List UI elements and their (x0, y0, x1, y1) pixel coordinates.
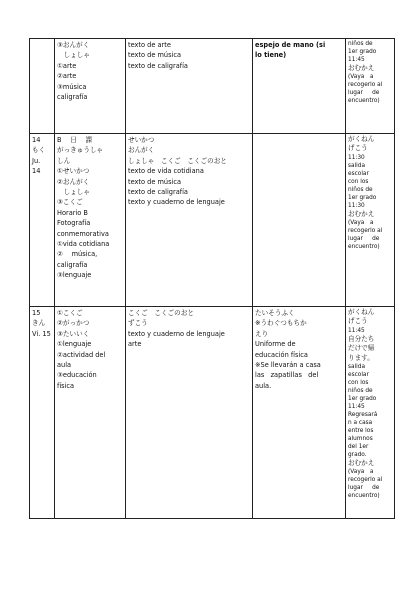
cell-line: grado. (348, 452, 367, 459)
cell-line: texto de arte (128, 41, 171, 49)
cell-line: aula. (255, 381, 272, 390)
cell-line: Vi. 15 (32, 329, 51, 338)
cell-line: niños de (348, 41, 373, 47)
cell-line: 11:45 (348, 404, 365, 411)
cell-line: おむかえ (348, 459, 375, 468)
cell-line: alumnos (348, 436, 373, 443)
cell-line: entre los (348, 428, 374, 435)
cell-line: (Vaya a (348, 469, 374, 476)
cell-line: 11:30 (348, 154, 365, 161)
cell-line: (Vaya a (348, 74, 374, 81)
cell-line: えり (255, 329, 269, 338)
table-row (30, 39, 395, 134)
cell-line: ずこう (128, 319, 148, 328)
cell-line: ③たいいく (57, 329, 90, 338)
cell-line: lugar de (348, 90, 380, 97)
cell-line: ②actividad del (57, 350, 106, 359)
cell-line: ①lenguaje (57, 340, 92, 349)
cell-line: Ju. (32, 156, 41, 165)
cell-line: しん (57, 156, 71, 165)
subjects-cell (126, 307, 253, 519)
cell-line: こくご こくごのおと (128, 309, 194, 317)
cell-line: con los (348, 178, 369, 185)
cell-line: aula (57, 361, 72, 370)
cell-line: caligrafía (57, 260, 88, 269)
cell-line: 1er grado (348, 396, 377, 403)
cell-line: がくねん (348, 135, 375, 143)
cell-line: espejo de mano (si (255, 41, 326, 49)
cell-line: 1er grado (348, 194, 377, 201)
cell-line: 1er grado (348, 49, 377, 55)
notes-cell (346, 307, 395, 519)
items-cell (253, 134, 346, 307)
cell-line: Horario B (57, 208, 88, 217)
cell-line: niños de (348, 186, 373, 193)
day-cell (30, 39, 55, 134)
cell-line: del 1er (348, 444, 369, 451)
cell-line: texto y cuaderno de lenguaje (128, 198, 225, 207)
table-row (30, 307, 395, 519)
cell-line: encuentro) (348, 98, 380, 105)
notes-cell (346, 134, 395, 307)
cell-line: conmemorativa (57, 229, 109, 238)
cell-line: もく (32, 146, 46, 155)
cell-line: おむかえ (348, 64, 375, 72)
cell-line: texto de caligrafía (128, 188, 188, 197)
cell-line: lugar de (348, 236, 380, 243)
schedule-cell (55, 307, 126, 519)
cell-line: しょしゃ (57, 51, 90, 60)
cell-line: がくねん (348, 308, 375, 316)
cell-line: recogerlo al (348, 228, 383, 235)
notes-cell (346, 39, 395, 134)
cell-line: おむかえ (348, 209, 375, 218)
cell-line: 15 (32, 309, 41, 317)
cell-line: Regresará (348, 412, 378, 419)
items-cell (253, 307, 346, 519)
cell-line: ※うわぐつもちか (255, 319, 307, 328)
cell-line: ①vida cotidiana (57, 240, 110, 249)
cell-line: 11:45 (348, 327, 365, 334)
cell-line: ③おんがく (57, 41, 90, 49)
cell-line: las zapatillas del (255, 371, 319, 380)
cell-line: arte (128, 340, 142, 349)
cell-line: texto y cuaderno de lenguaje (128, 329, 225, 338)
cell-line: Uniforme de (255, 340, 296, 349)
cell-line: ③música (57, 82, 87, 91)
cell-line: lugar de (348, 485, 380, 492)
cell-line: encuentro) (348, 244, 380, 251)
cell-line: ①せいかつ (57, 167, 90, 176)
subjects-cell (126, 39, 253, 134)
cell-line: ② música, (57, 250, 98, 259)
cell-line: ※Se llevarán a casa (255, 361, 321, 370)
cell-line: げこう (348, 317, 368, 326)
cell-line: Fotografía (57, 219, 91, 228)
cell-line: たいそうふく (255, 309, 295, 317)
cell-line: con los (348, 380, 369, 387)
cell-line: 14 (32, 136, 41, 144)
cell-line: おんがく (128, 146, 155, 155)
cell-line: física (57, 381, 75, 390)
cell-line: n a casa (348, 420, 373, 427)
cell-line: ③lenguaje (57, 271, 92, 280)
cell-line: ②おんがく (57, 177, 90, 186)
cell-line: ①こくご (57, 309, 83, 317)
day-cell (30, 134, 55, 307)
cell-line: texto de música (128, 177, 182, 186)
cell-line: 11:30 (348, 202, 365, 209)
cell-line: niños de (348, 388, 373, 395)
cell-line: ①arte (57, 61, 77, 70)
schedule-table (29, 38, 395, 519)
cell-line: 自分たち (348, 334, 375, 343)
schedule-cell (55, 134, 126, 307)
cell-line: ③educación (57, 371, 97, 380)
cell-line: caligrafía (57, 93, 88, 102)
cell-line: texto de vida cotidiana (128, 167, 204, 176)
cell-line: educación física (255, 350, 308, 359)
cell-line: texto de música (128, 51, 182, 60)
cell-line: しょしゃ (57, 188, 90, 197)
cell-line: がっきゅうしゃ (57, 146, 104, 155)
cell-line: (Vaya a (348, 220, 374, 227)
subjects-cell (126, 134, 253, 307)
cell-line: しょしゃ こくご こくごのおと (128, 156, 227, 165)
cell-line: encuentro) (348, 493, 380, 500)
cell-line: recogerlo al (348, 82, 383, 89)
cell-line: texto de caligrafía (128, 61, 188, 70)
day-cell (30, 307, 55, 519)
cell-line: 14 (32, 167, 41, 176)
schedule-cell (55, 39, 126, 134)
cell-line: 11:45 (348, 57, 365, 63)
cell-line: escolar (348, 170, 369, 177)
cell-line: salida (348, 364, 366, 371)
cell-line: げこう (348, 144, 368, 153)
items-cell (253, 39, 346, 134)
cell-line: だけで帰 (348, 344, 375, 353)
cell-line: ③こくご (57, 198, 83, 207)
cell-line: せいかつ (128, 136, 155, 144)
cell-line: B 日 課 (57, 136, 93, 144)
cell-line: escolar (348, 372, 369, 379)
cell-line: きん (32, 319, 46, 328)
cell-line: lo tiene) (255, 51, 287, 60)
cell-line: ります。 (348, 353, 374, 362)
cell-line: ②がっかつ (57, 319, 90, 328)
cell-line: salida (348, 162, 366, 169)
cell-line: ②arte (57, 72, 77, 81)
table-row (30, 134, 395, 307)
cell-line: recogerlo al (348, 477, 383, 484)
